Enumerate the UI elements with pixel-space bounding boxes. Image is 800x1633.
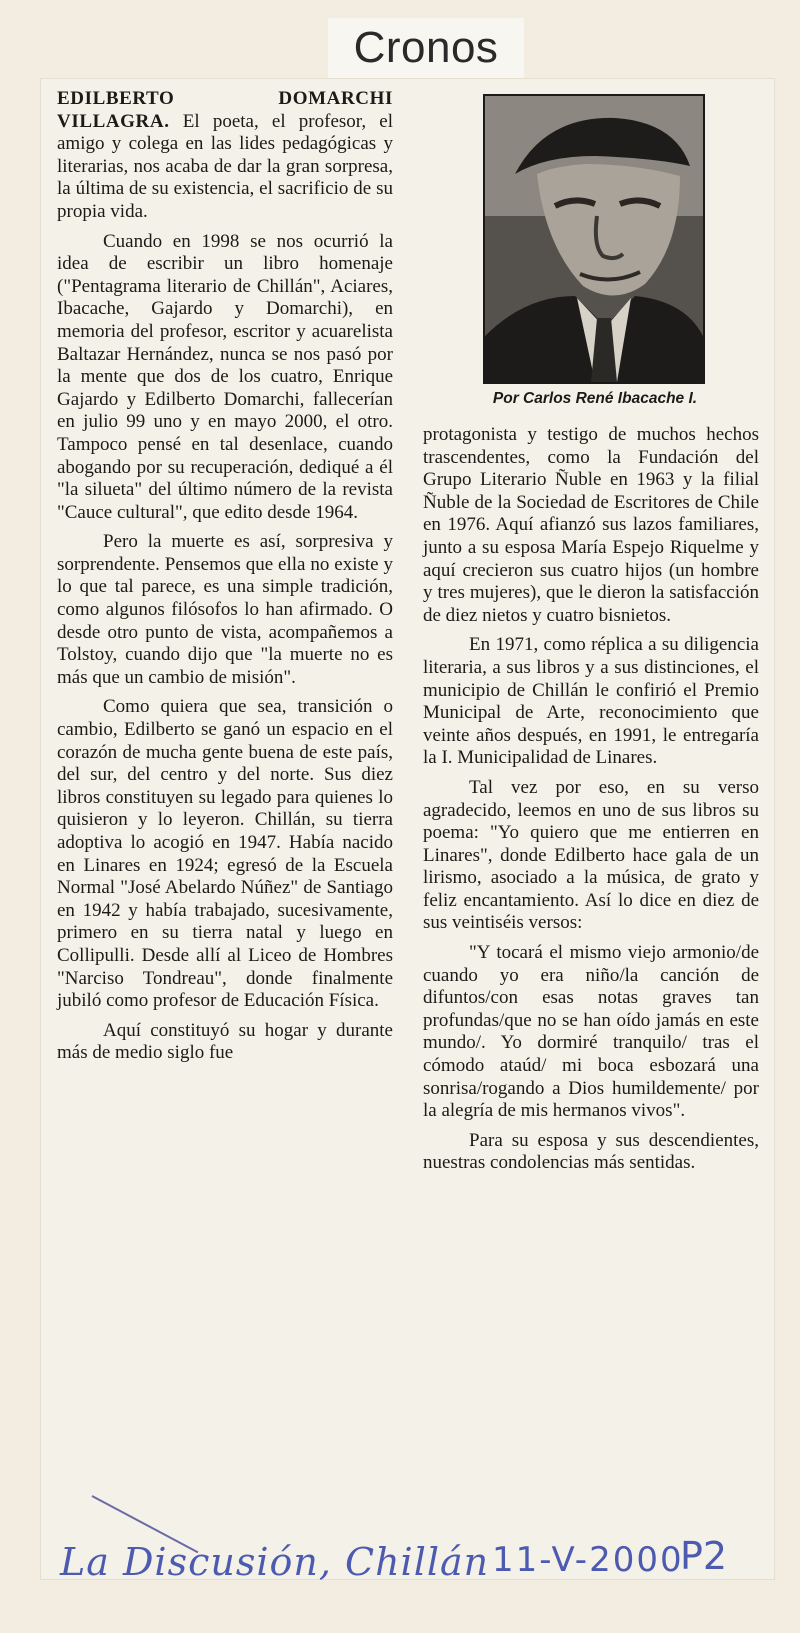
paragraph: Aquí constituyó su hogar y durante más de medio siglo fue xyxy=(57,1019,393,1064)
handwritten-page-number: P2 xyxy=(680,1534,728,1578)
paragraph: Tal vez por eso, en su verso agradecido, leemos en uno de sus libros su poema: "Yo quiero que me entierren en Linares", donde Edilberto hace gala de un lirismo, asociado a la música, de grato y feliz encantamiento. Así lo dice en diez de sus veintiséis versos: xyxy=(423,776,759,934)
masthead-title: Cronos xyxy=(328,18,524,78)
handwritten-source: La Discusión, Chillán xyxy=(60,1540,490,1584)
paragraph: Cuando en 1998 se nos ocurrió la idea de escribir un libro homenaje ("Pentagrama literario de Chillán", Aciares, Ibacache, Gajardo y Domarchi), en memoria del profesor, escritor y acuarelista Baltazar Hernández, nunca se nos pasó por la mente que dos de los cuatro, Enrique Gajardo y Edilberto Domarchi, fallecerían en julio 99 uno y en mayo 2000, el otro. Tampoco pensé en tal desenlace, cuando abogando por su recuperación, dediqué a él "la silueta" del último número de la revista "Cauce cultural", que edito desde 1964. xyxy=(57,230,393,523)
author-portrait-photo xyxy=(483,94,705,384)
lead-name: EDILBERTO DOMARCHI VILLAGRA. xyxy=(57,88,393,132)
lead-text: El poeta, el profesor, el amigo y colega en las lides pedagógicas y literarias, nos acaba de dar la gran sorpresa, la última de su existencia, el sacrificio de su propia vida. xyxy=(57,110,393,222)
paragraph: Pero la muerte es así, sorpresiva y sorprendente. Pensemos que ella no existe y lo que tal parece, es una simple tradición, como algunos filósofos lo han afirmado. O desde otro punto de vista, acompañemos a Tolstoy, cuando dijo que "la muerte no es más que un cambio de misión". xyxy=(57,531,393,688)
lead-paragraph xyxy=(57,88,393,224)
photo-caption-byline: Por Carlos René Ibacache I. xyxy=(492,390,698,407)
article-column-left xyxy=(57,88,393,1065)
paragraph: Para su esposa y sus descendientes, nuestras condolencias más sentidas. xyxy=(423,1129,759,1174)
poem-quote: "Y tocará el mismo viejo armonio/de cuando yo era niño/la canción de difuntos/con esas notas graves tan profundas/que no se han oído jamás en este mundo/. Yo dormiré tranquilo/ tras el cómodo ataúd/ mi boca esbozará una sonrisa/rogando a Dios humildemente/ por la alegría de mis hermanos vivos". xyxy=(423,942,759,1122)
portrait-photo-illustration xyxy=(485,96,703,382)
article-column-right xyxy=(423,424,759,1175)
paragraph: Como quiera que sea, transición o cambio, Edilberto se ganó un espacio en el corazón de mucha gente buena de este país, del sur, del centro y del norte. Sus diez libros constituyen su legado para quienes lo quisieron y lo leyeron. Chillán, su tierra adoptiva lo acogió en 1947. Había nacido en Linares en 1924; egresó de la Escuela Normal "José Abelardo Núñez" de Santiago en 1942 y había trabajado, sucesivamente, primero en su tierra natal y luego en Collipulli. Desde allí al Liceo de Hombres "Narciso Tondreau", donde finalmente jubiló como profesor de Educación Física. xyxy=(57,696,393,1012)
paragraph: En 1971, como réplica a su diligencia literaria, a sus libros y a sus distinciones, el municipio de Chillán le confirió el Premio Municipal de Arte, reconocimiento que veinte años después, en 1991, le entregaría la I. Municipalidad de Linares. xyxy=(423,634,759,769)
newspaper-clipping xyxy=(40,78,775,1580)
handwritten-date: 11-V-2000 xyxy=(492,1540,684,1580)
paragraph: protagonista y testigo de muchos hechos trascendentes, como la Fundación del Grupo Literario Ñuble en 1963 y la filial Ñuble de la Sociedad de Escritores de Chile en 1976. Aquí afianzó sus lazos familiares, junto a su esposa María Espejo Riquelme y aquí crecieron sus cuatro hijos (un hombre y tres mujeres), que le dieron la satisfacción de diez nietos y cuatro bisnietos. xyxy=(423,424,759,626)
